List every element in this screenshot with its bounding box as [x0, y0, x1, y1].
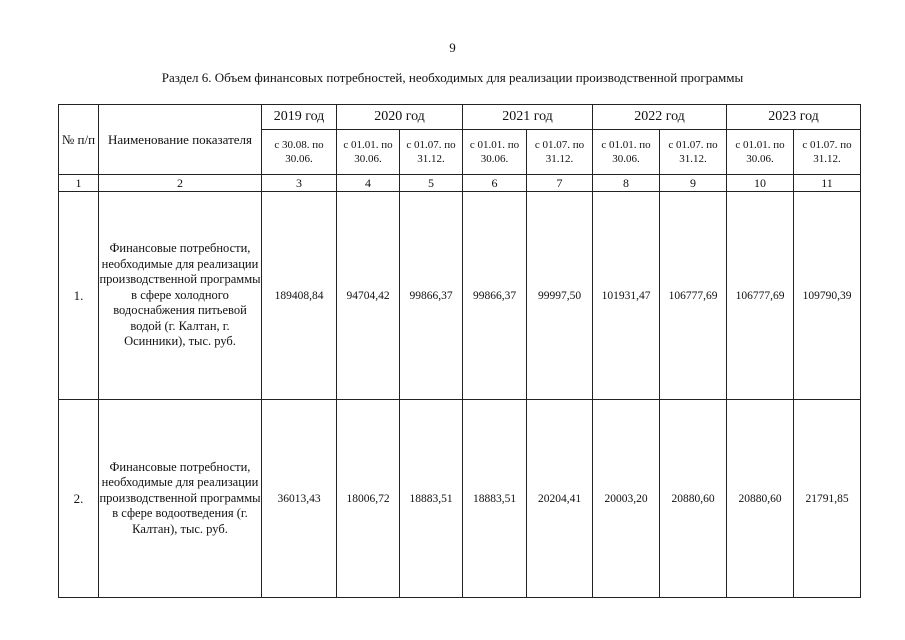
header-period: с 01.07. по 31.12. [660, 130, 727, 175]
value-cell: 18883,51 [463, 400, 527, 598]
header-year-2019: 2019 год [262, 105, 337, 130]
header-period: с 01.01. по 30.06. [593, 130, 660, 175]
indicator-name: Финансовые потребности, необходимые для реализации производственной программы в сфере водоотведения (г. Калтан), тыс. руб. [99, 400, 262, 598]
value-cell: 18883,51 [400, 400, 463, 598]
table-row [59, 192, 861, 400]
value-cell: 106777,69 [727, 192, 794, 400]
column-number: 2 [99, 175, 262, 192]
table-row [59, 400, 861, 598]
column-number: 8 [593, 175, 660, 192]
column-number: 3 [262, 175, 337, 192]
value-cell: 99866,37 [463, 192, 527, 400]
column-number: 5 [400, 175, 463, 192]
column-number: 4 [337, 175, 400, 192]
column-number: 6 [463, 175, 527, 192]
header-year-2020: 2020 год [337, 105, 463, 130]
value-cell: 101931,47 [593, 192, 660, 400]
value-cell: 189408,84 [262, 192, 337, 400]
value-cell: 20880,60 [727, 400, 794, 598]
indicator-name: Финансовые потребности, необходимые для реализации производственной программы в сфере холодного водоснабжения питьевой водой (г. Калтан, г. Осинники), тыс. руб. [99, 192, 262, 400]
value-cell: 36013,43 [262, 400, 337, 598]
row-index: 1. [59, 192, 99, 400]
value-cell: 99997,50 [527, 192, 593, 400]
header-indicator-name: Наименование показателя [99, 105, 262, 175]
header-period: с 01.07. по 31.12. [527, 130, 593, 175]
value-cell: 106777,69 [660, 192, 727, 400]
header-period: с 30.08. по 30.06. [262, 130, 337, 175]
value-cell: 20880,60 [660, 400, 727, 598]
row-index: 2. [59, 400, 99, 598]
value-cell: 94704,42 [337, 192, 400, 400]
header-period: с 01.07. по 31.12. [794, 130, 861, 175]
header-year-2022: 2022 год [593, 105, 727, 130]
column-number: 10 [727, 175, 794, 192]
value-cell: 20003,20 [593, 400, 660, 598]
value-cell: 20204,41 [527, 400, 593, 598]
header-period: с 01.07. по 31.12. [400, 130, 463, 175]
header-year-2023: 2023 год [727, 105, 861, 130]
financial-needs-table [58, 104, 861, 598]
header-period: с 01.01. по 30.06. [727, 130, 794, 175]
page-number: 9 [449, 40, 456, 55]
value-cell: 99866,37 [400, 192, 463, 400]
header-year-2021: 2021 год [463, 105, 593, 130]
column-number: 9 [660, 175, 727, 192]
column-number: 11 [794, 175, 861, 192]
header-period: с 01.01. по 30.06. [337, 130, 400, 175]
column-number: 1 [59, 175, 99, 192]
section-title: Раздел 6. Объем финансовых потребностей, необходимых для реализации производственной программы [161, 70, 744, 85]
value-cell: 21791,85 [794, 400, 861, 598]
header-period: с 01.01. по 30.06. [463, 130, 527, 175]
value-cell: 109790,39 [794, 192, 861, 400]
column-number: 7 [527, 175, 593, 192]
header-number: № п/п [59, 105, 99, 175]
value-cell: 18006,72 [337, 400, 400, 598]
